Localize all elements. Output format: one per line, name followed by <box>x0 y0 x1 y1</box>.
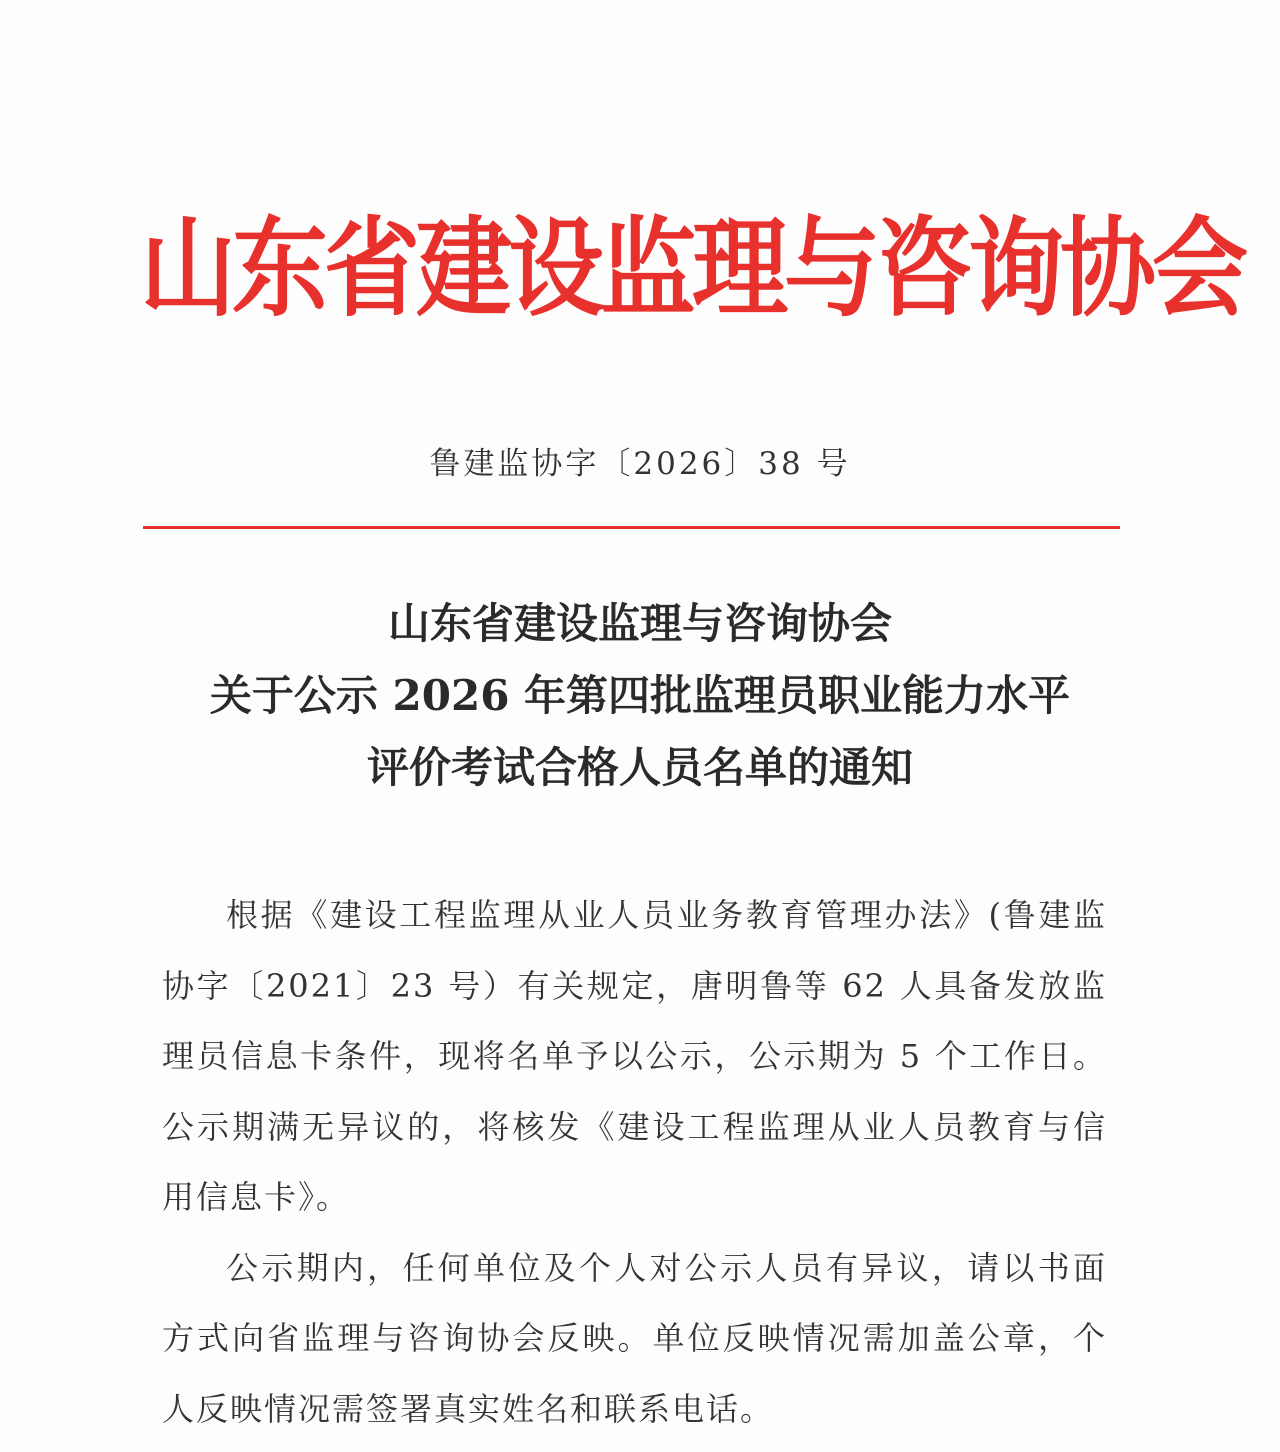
document-number: 鲁建监协字〔2026〕38 号 <box>429 446 851 482</box>
red-divider-line <box>143 526 1120 529</box>
document-title <box>130 588 1150 804</box>
title-line-3: 评价考试合格人员名单的通知 <box>366 743 913 792</box>
body-paragraph-1: 根据《建设工程监理从业人员业务教育管理办法》(鲁建监协字〔2021〕23 号）有关规定，唐明鲁等 62 人具备发放监理员信息卡条件，现将名单予以公示，公示期为 5 个工作日。公示期满无异议的，将核发《建设工程监理从业人员教育与信用信息卡》。 <box>162 896 1107 1216</box>
document-body <box>162 880 1107 1444</box>
title-line-2: 关于公示 2026 年第四批监理员职业能力水平 <box>209 671 1071 720</box>
body-paragraph-2: 公示期内，任何单位及个人对公示人员有异议，请以书面方式向省监理与咨询协会反映。单位反映情况需加盖公章，个人反映情况需签署真实姓名和联系电话。 <box>162 1248 1107 1428</box>
org-letterhead: 山东省建设监理与咨询协会 <box>140 205 1244 332</box>
title-line-1: 山东省建设监理与咨询协会 <box>387 599 892 648</box>
